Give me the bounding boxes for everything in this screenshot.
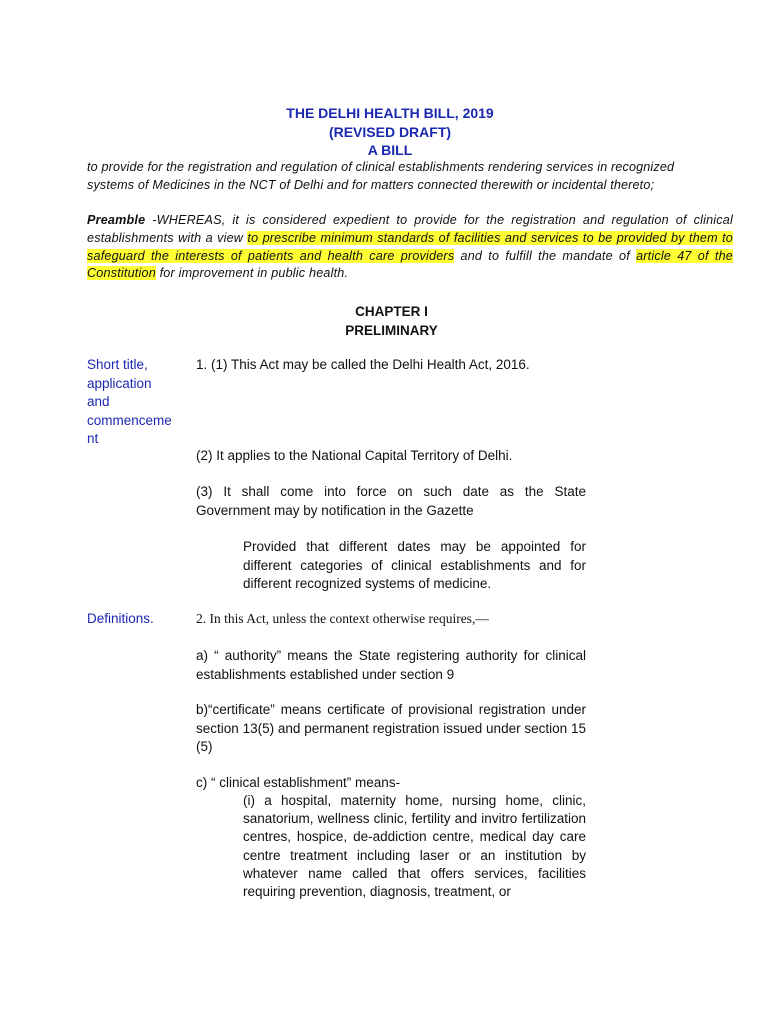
bill-subtitle: (REVISED DRAFT) — [328, 123, 452, 140]
chapter-heading — [0, 302, 768, 340]
preamble-highlight-1: to prescribe minimum standards of facilities and services to be provided by them to safeguard the interests of patients and health care providers — [87, 230, 733, 263]
preamble-text-c: for improvement in public health. — [155, 266, 349, 281]
definition-a: a) “ authority” means the State registering authority for clinical establishments established under section 9 — [196, 648, 586, 682]
preamble — [87, 212, 733, 283]
chapter-number: CHAPTER I — [355, 304, 428, 319]
section-1-clause-1: 1. (1) This Act may be called the Delhi Health Act, 2016. — [196, 357, 530, 372]
definition-c-item-i: (i) a hospital, maternity home, nursing home, clinic, sanatorium, wellness clinic, fertility and invitro fertilization centres, hospice, de-addiction centre, medical day care centre treatment including laser or an institution by whatever name called that offers services, facilities requiring prevention, diagnosis, treatment, or — [243, 793, 586, 900]
margin-note-line: Short title, — [87, 357, 148, 372]
margin-note-line: nt — [87, 431, 99, 446]
definition-b: b)“certificate” means certificate of provisional registration under section 13(5) and permanent registration issued under section 15 (5) — [196, 702, 586, 754]
bill-doc-type: A BILL — [367, 142, 413, 158]
margin-note-line: and — [87, 394, 110, 409]
margin-note-short-title — [87, 356, 172, 449]
preamble-text-b: and to fulfill the mandate of — [454, 248, 637, 263]
margin-note-line: commenceme — [87, 412, 172, 428]
section-2-intro: 2. In this Act, unless the context otherwise requires,— — [196, 611, 489, 626]
section-1-proviso: Provided that different dates may be appointed for different categories of clinical establishments and for different recognized systems of medicine. — [243, 539, 586, 591]
bill-title: THE DELHI HEALTH BILL, 2019 — [286, 105, 494, 121]
long-title-line-2: systems of Medicines in the NCT of Delhi and for matters connected therewith or incidental thereto; — [87, 177, 655, 192]
preamble-highlight-2: article 47 of the Constitution — [87, 248, 733, 281]
bill-title-block — [0, 104, 768, 160]
chapter-name: PRELIMINARY — [345, 323, 438, 338]
definition-c: c) “ clinical establishment” means- — [196, 775, 401, 790]
section-1-clause-3: (3) It shall come into force on such date as the State Government may by notification in the Gazette — [196, 484, 586, 518]
margin-note-line: application — [87, 375, 152, 391]
margin-note-definitions: Definitions. — [87, 611, 154, 626]
preamble-text-a: -WHEREAS, it is considered expedient to provide for the registration and regulation of clinical establishments with a view — [87, 213, 733, 245]
preamble-label: Preamble — [87, 213, 146, 227]
bill-long-title — [87, 159, 733, 194]
section-1-clause-2: (2) It applies to the National Capital Territory of Delhi. — [196, 448, 513, 463]
long-title-line-1: to provide for the registration and regulation of clinical establishments rendering services in recognized — [87, 160, 675, 174]
